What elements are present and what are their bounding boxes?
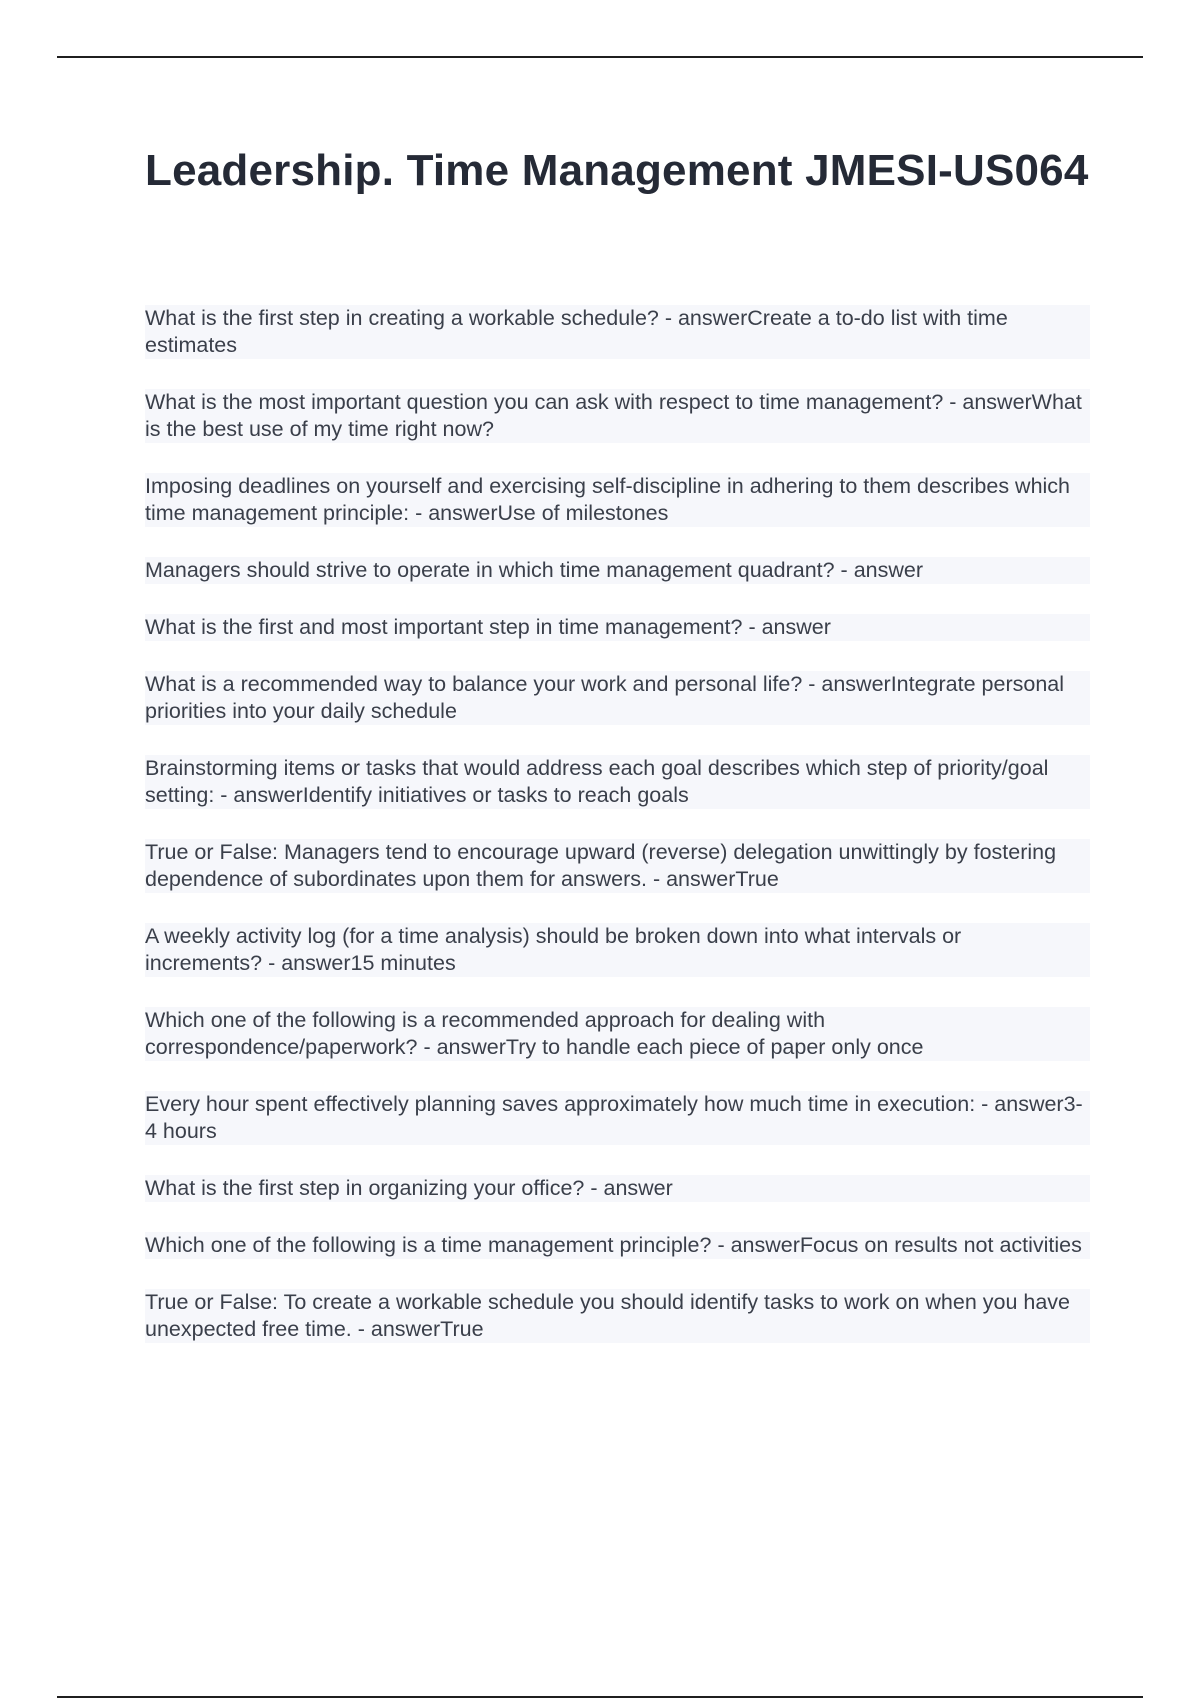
qa-item: Which one of the following is a time management principle? - answerFocus on results not activities	[145, 1232, 1090, 1259]
qa-item: What is the first step in creating a workable schedule? - answerCreate a to-do list with time estimates	[145, 305, 1090, 359]
top-divider	[57, 56, 1143, 58]
qa-item: True or False: Managers tend to encourage upward (reverse) delegation unwittingly by fostering dependence of subordinates upon them for answers. - answerTrue	[145, 839, 1090, 893]
qa-item: What is the first and most important step in time management? - answer	[145, 614, 1090, 641]
qa-item: Imposing deadlines on yourself and exercising self-discipline in adhering to them describes which time management principle: - answerUse of milestones	[145, 473, 1090, 527]
qa-item: What is a recommended way to balance your work and personal life? - answerIntegrate personal priorities into your daily schedule	[145, 671, 1090, 725]
qa-item: What is the most important question you can ask with respect to time management? - answerWhat is the best use of my time right now?	[145, 389, 1090, 443]
qa-item: Which one of the following is a recommended approach for dealing with correspondence/paperwork? - answerTry to handle each piece of paper only once	[145, 1007, 1090, 1061]
qa-item: A weekly activity log (for a time analysis) should be broken down into what intervals or increments? - answer15 minutes	[145, 923, 1090, 977]
document-body	[145, 142, 1090, 1343]
bottom-divider	[57, 1696, 1143, 1698]
qa-list	[145, 305, 1090, 1343]
qa-item: Brainstorming items or tasks that would address each goal describes which step of priority/goal setting: - answerIdentify initiatives or tasks to reach goals	[145, 755, 1090, 809]
qa-item: True or False: To create a workable schedule you should identify tasks to work on when you have unexpected free time. - answerTrue	[145, 1289, 1090, 1343]
document-title: Leadership. Time Management JMESI-US064	[145, 146, 1089, 195]
qa-item: Managers should strive to operate in which time management quadrant? - answer	[145, 557, 1090, 584]
qa-item: What is the first step in organizing your office? - answer	[145, 1175, 1090, 1202]
qa-item: Every hour spent effectively planning saves approximately how much time in execution: - answer3-4 hours	[145, 1091, 1090, 1145]
